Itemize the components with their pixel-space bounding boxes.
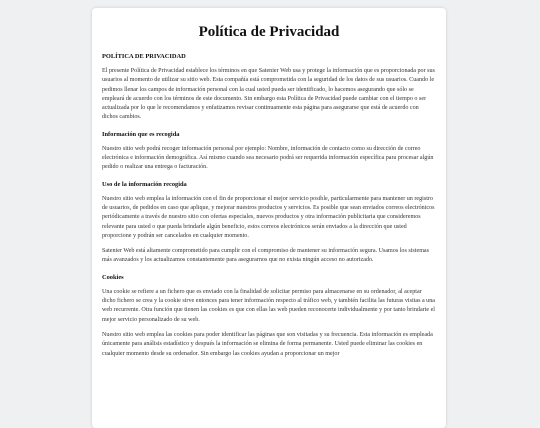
paragraph-cookies-usage: Nuestro sitio web emplea las cookies para poder identificar las páginas que son visitadas y su frecuencia. Esta información es empleada únicamente para análisis estadístico y después la información se elimina de forma permanente. Usted puede eliminar las cookies en cualquier momento desde su ordenador. Sin embargo las cookies ayudan a proporcionar un mejor xyxy=(102,331,433,357)
paragraph-information-collected: Nuestro sitio web podrá recoger información personal por ejemplo: Nombre, información de contacto como su dirección de correo electrónica e información demográfica. Así mismo cuando sea necesario podrá ser requerida información específica para procesar algún pedido o realizar una entrega o facturación. xyxy=(102,145,434,171)
paragraph-cookies-definition: Una cookie se refiere a un fichero que es enviado con la finalidad de solicitar permiso para almacenarse en su ordenador, al aceptar dicho fichero se crea y la cookie sirve entonces para tener información respecto al tráfico web, y también facilita las futuras visitas a una web recurrente. Otra función que tienen las cookies es que con ellas las web pueden reconocerte individualmente y por tanto brindarte el mejor servicio personalizado de su web. xyxy=(102,288,435,323)
paragraph-security-commitment: Satenier Web está altamente comprometido para cumplir con el compromiso de mantener su información segura. Usamos los sistemas más avanzados y los actualizamos constantemente para asegurarnos que no exista ningún acceso no autorizado. xyxy=(102,248,430,264)
section-heading-information-collected: Información que es recogida xyxy=(102,130,180,138)
page-title: Política de Privacidad xyxy=(198,24,340,40)
privacy-policy-card xyxy=(92,8,446,428)
section-heading-privacy-policy: POLÍTICA DE PRIVACIDAD xyxy=(102,53,186,60)
section-heading-information-use: Uso de la información recogida xyxy=(102,180,187,188)
paragraph-intro: El presente Política de Privacidad establece los términos en que Satenier Web usa y protege la información que es proporcionada por sus usuarios al momento de utilizar su sitio web. Esta compañía está comprometida con la seguridad de los datos de sus usuarios. Cuando le pedimos llenar los campos de información personal con la cual usted pueda ser identificado, lo hacemos asegurando que sólo se empleará de acuerdo con los términos de este documento. Sin embargo esta Política de Privacidad puede cambiar con el tiempo o ser actualizada por lo que le recomendamos y enfatizamos revisar continuamente esta página para asegurarse que está de acuerdo con dichos cambios. xyxy=(102,68,435,121)
paragraph-information-use: Nuestro sitio web emplea la información con el fin de proporcionar el mejor servicio posible, particularmente para mantener un registro de usuarios, de pedidos en caso que aplique, y mejorar nuestros productos y servicios. Es posible que sean enviados correos electrónicos periódicamente a través de nuestro sitio con ofertas especiales, nuevos productos y otra información publicitaria que consideremos relevante para usted o que pueda brindarle algún beneficio, estos correos electrónicos serán enviados a la dirección que usted proporcione y podrán ser cancelados en cualquier momento. xyxy=(102,195,435,239)
section-heading-cookies: Cookies xyxy=(102,273,124,281)
